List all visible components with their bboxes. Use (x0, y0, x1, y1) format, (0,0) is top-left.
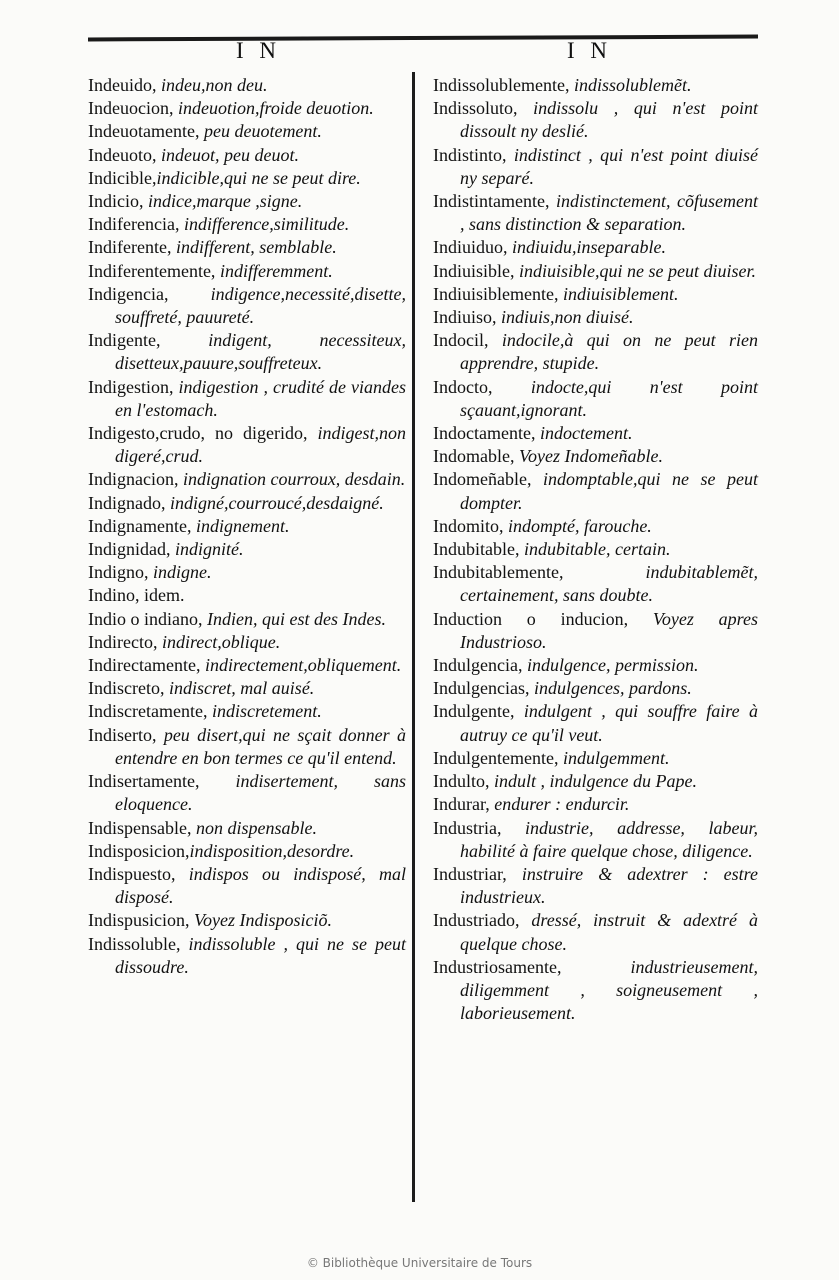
entry-headword: Indomeñable, (433, 469, 532, 490)
entry-headword: Indiscretamente, (88, 701, 208, 722)
entry-definition: industrieusement, diligemment , soigneusement , laborieusement. (460, 956, 758, 1024)
entry-headword: Indio o indiano, (88, 608, 203, 629)
dictionary-entry (88, 817, 406, 840)
dictionary-entry (433, 956, 758, 1026)
entry-headword: Indoctamente, (433, 423, 536, 444)
entry-definition: indulgence, permission. (522, 655, 699, 676)
entry-headword: Indissolublemente, (433, 75, 570, 95)
dictionary-entry (433, 561, 758, 607)
dictionary-entry (88, 561, 406, 584)
entry-definition: indirectement,obliquement. (200, 655, 402, 676)
entry-headword: Indicible, (88, 167, 157, 188)
entry-definition: peu disert,qui ne sçait donner à entendre en bon termes ce qu'il entend. (115, 724, 406, 768)
entry-definition: indissoluble , qui ne se peut dissoudre. (115, 933, 406, 977)
dictionary-entry (433, 817, 758, 863)
entry-headword: Indeuido, (88, 75, 157, 95)
dictionary-entry (88, 329, 406, 375)
entry-headword: Indeuotamente, (88, 121, 200, 142)
dictionary-entry (88, 376, 406, 422)
entry-headword: Indignado, (88, 492, 166, 513)
dictionary-entry (88, 283, 406, 329)
entry-definition: indistinctement, cõfusement , sans distinction & separation. (460, 191, 758, 235)
entry-headword: Indirecto, (88, 631, 158, 652)
dictionary-entry (88, 584, 406, 607)
entry-headword: Indigencia, (88, 283, 169, 304)
entry-definition: Voyez Indomeñable. (514, 446, 663, 467)
entry-definition: indiscret, mal auisé. (164, 678, 315, 699)
entry-definition: peu deuotement. (199, 121, 322, 142)
entry-definition: indissolublemẽt. (569, 75, 692, 95)
entry-headword: Indirectamente, (88, 655, 201, 676)
entry-definition: indice,marque ,signe. (143, 191, 303, 212)
entry-headword: Indistintamente, (433, 191, 550, 212)
entry-definition: instruire & adextrer : estre industrieux. (460, 863, 758, 908)
dictionary-entry (433, 515, 758, 538)
dictionary-entry (433, 236, 758, 259)
entry-headword: Indignamente, (88, 515, 192, 536)
entry-definition: indigestion , crudité de viandes en l'estomach. (115, 376, 406, 420)
entry-definition: indiuis,non diuisé. (496, 307, 634, 328)
top-rule (88, 35, 758, 42)
dictionary-entry (88, 677, 406, 700)
left-column (88, 74, 406, 979)
entry-headword: Indiserto, (88, 724, 157, 745)
entry-headword: Indigestion, (88, 376, 174, 397)
dictionary-entry (433, 538, 758, 561)
dictionary-entry (88, 863, 406, 909)
entry-definition: indifferemment. (215, 260, 333, 281)
entry-definition: indignement. (191, 515, 290, 536)
entry-definition: indisertement, sans eloquence. (115, 771, 406, 815)
running-head-right: I N (567, 38, 613, 63)
entry-definition: indeuotion,froide deuotion. (173, 98, 374, 119)
entry-headword: Indubitablemente, (433, 562, 564, 583)
dictionary-entry (433, 793, 758, 816)
entry-headword: Indispensable, (88, 817, 192, 838)
entry-headword: Indomito, (433, 515, 504, 536)
dictionary-entry (88, 260, 406, 283)
entry-definition: indompté, farouche. (503, 515, 652, 536)
dictionary-entry (433, 260, 758, 283)
entry-definition: indoctement. (535, 423, 633, 444)
entry-headword: Indispusicion, (88, 910, 190, 931)
dictionary-entry (88, 167, 406, 190)
entry-headword: Indisposicion, (88, 840, 190, 861)
entry-headword: Indeuocion, (88, 98, 174, 119)
entry-definition: indigné,courroucé,desdaigné. (165, 492, 384, 513)
entry-headword: Indulgencias, (433, 678, 530, 699)
entry-definition: indiuisible,qui ne se peut diuiser. (514, 260, 756, 281)
dictionary-entry (88, 468, 406, 491)
dictionary-entry (88, 724, 406, 770)
dictionary-entry (88, 213, 406, 236)
entry-definition: indignation courroux, desdain. (178, 469, 406, 490)
entry-headword: Indispuesto, (88, 863, 176, 884)
dictionary-entry (88, 120, 406, 143)
entry-headword: Induction o inducion, (433, 608, 629, 629)
dictionary-entry (88, 654, 406, 677)
column-divider (412, 72, 415, 1202)
dictionary-entry (88, 770, 406, 816)
entry-headword: Indiferentemente, (88, 260, 216, 281)
dictionary-entry (433, 329, 758, 375)
entry-definition: indirect,oblique. (157, 631, 281, 652)
entry-definition: indigence,necessité,disette, souffreté, pauureté. (115, 283, 406, 328)
dictionary-entry (88, 538, 406, 561)
dictionary-entry (88, 840, 406, 863)
entry-definition: indult , indulgence du Pape. (489, 771, 697, 792)
entry-definition: Indien, qui est des Indes. (202, 608, 386, 629)
entry-headword: Indissoluble, (88, 933, 181, 954)
entry-headword: Indocil, (433, 330, 489, 351)
entry-headword: Indurar, (433, 794, 490, 815)
entry-definition: indulgent , qui souffre faire à autruy ce qu'il veut. (460, 701, 758, 745)
entry-headword: Indulgencia, (433, 655, 523, 676)
entry-definition: indiuidu,inseparable. (507, 237, 666, 258)
entry-definition: indigest,non digeré,crud. (115, 423, 406, 467)
entry-headword: Indignacion, (88, 469, 179, 490)
entry-definition: indubitable, certain. (519, 539, 671, 560)
dictionary-entry (88, 422, 406, 468)
dictionary-entry (433, 376, 758, 422)
dictionary-entry (88, 631, 406, 654)
entry-definition: indisposition,desordre. (189, 840, 355, 861)
dictionary-entry (88, 515, 406, 538)
entry-definition: indigne. (148, 562, 212, 583)
entry-definition: indigent, necessiteux, disetteux,pauure,souffreteux. (115, 330, 406, 374)
entry-definition: indicible,qui ne se peut dire. (156, 167, 361, 188)
entry-definition: indulgemment. (558, 747, 670, 768)
entry-headword: Industria, (433, 817, 502, 838)
dictionary-entry (433, 747, 758, 770)
dictionary-entry (433, 74, 758, 97)
dictionary-entry (433, 445, 758, 468)
dictionary-entry (88, 700, 406, 723)
entry-headword: Industriosamente, (433, 956, 562, 977)
entry-headword: Indino, idem. (88, 585, 185, 606)
entry-definition: indifference,similitude. (179, 214, 350, 235)
entry-definition: industrie, addresse, labeur, habilité à faire quelque chose, diligence. (460, 817, 758, 861)
dictionary-entry (433, 863, 758, 909)
entry-headword: Indignidad, (88, 539, 171, 560)
entry-headword: Indiuiduo, (433, 237, 508, 258)
entry-definition: indomptable,qui ne se peut dompter. (460, 469, 758, 513)
entry-definition: indissolu , qui n'est point dissoult ny deslié. (460, 98, 758, 142)
entry-headword: Indubitable, (433, 539, 520, 560)
entry-definition: indignité. (170, 539, 244, 560)
right-column (433, 74, 758, 1025)
entry-headword: Indomable, (433, 446, 515, 467)
entry-definition: indulgences, pardons. (529, 678, 692, 699)
dictionary-entry (433, 770, 758, 793)
dictionary-entry (433, 654, 758, 677)
entry-headword: Indistinto, (433, 144, 507, 165)
dictionary-entry (433, 283, 758, 306)
entry-headword: Indiuiso, (433, 307, 497, 328)
entry-definition: indistinct , qui n'est point diuisé ny separé. (460, 144, 758, 188)
dictionary-entry (433, 909, 758, 955)
dictionary-entry (88, 492, 406, 515)
dictionary-entry (433, 144, 758, 190)
entry-headword: Indulgentemente, (433, 747, 559, 768)
entry-definition: indubitablemẽt, certainement, sans doubte. (460, 562, 758, 606)
entry-definition: indeu,non deu. (156, 75, 268, 95)
entry-definition: indiscretement. (207, 701, 322, 722)
entry-headword: Indigente, (88, 330, 161, 351)
entry-headword: Indiferente, (88, 237, 172, 258)
entry-definition: indifferent, semblable. (171, 237, 337, 258)
entry-definition: indocte,qui n'est point sçauant,ignorant. (460, 376, 758, 420)
entry-headword: Industriado, (433, 910, 520, 931)
library-credit: © Bibliothèque Universitaire de Tours (306, 1256, 533, 1270)
entry-headword: Indissoluto, (433, 98, 518, 119)
dictionary-entry (433, 422, 758, 445)
dictionary-entry (88, 933, 406, 979)
entry-definition: Voyez Indisposiciõ. (189, 910, 332, 931)
dictionary-entry (433, 677, 758, 700)
entry-headword: Indigno, (88, 562, 149, 583)
dictionary-entry (433, 306, 758, 329)
entry-definition: non dispensable. (191, 817, 317, 838)
entry-headword: Indulgente, (433, 701, 515, 722)
entry-definition: endurer : endurcir. (489, 794, 630, 815)
dictionary-entry (433, 97, 758, 143)
entry-headword: Indocto, (433, 376, 493, 397)
dictionary-entry (433, 468, 758, 514)
entry-headword: Indiferencia, (88, 214, 180, 235)
entry-definition: indispos ou indisposé, mal disposé. (115, 863, 406, 908)
entry-definition: indiuisiblement. (558, 283, 679, 304)
entry-headword: Indeuoto, (88, 144, 157, 165)
dictionary-entry (88, 144, 406, 167)
entry-headword: Indiuisible, (433, 260, 515, 281)
dictionary-entry (88, 97, 406, 120)
entry-definition: indocile,à qui on ne peut rien apprendre, stupide. (460, 330, 758, 374)
entry-headword: Indicio, (88, 191, 144, 212)
entry-definition: dressé, instruit & adextré à quelque chose. (460, 910, 758, 954)
entry-headword: Indiscreto, (88, 678, 165, 699)
entry-headword: Indiuisiblemente, (433, 283, 559, 304)
entry-headword: Indisertamente, (88, 771, 200, 792)
dictionary-entry (88, 909, 406, 932)
dictionary-entry (88, 190, 406, 213)
dictionary-entry (433, 700, 758, 746)
dictionary-entry (88, 608, 406, 631)
entry-headword: Industriar, (433, 863, 507, 884)
entry-headword: Indigesto,crudo, no digerido, (88, 423, 308, 444)
dictionary-entry (433, 608, 758, 654)
running-head-left: I N (236, 38, 282, 63)
entry-definition: indeuot, peu deuot. (156, 144, 299, 165)
dictionary-entry (88, 236, 406, 259)
entry-headword: Indulto, (433, 771, 490, 792)
entry-definition: Voyez apres Industrioso. (460, 608, 758, 652)
dictionary-entry (433, 190, 758, 236)
dictionary-entry (88, 74, 406, 97)
